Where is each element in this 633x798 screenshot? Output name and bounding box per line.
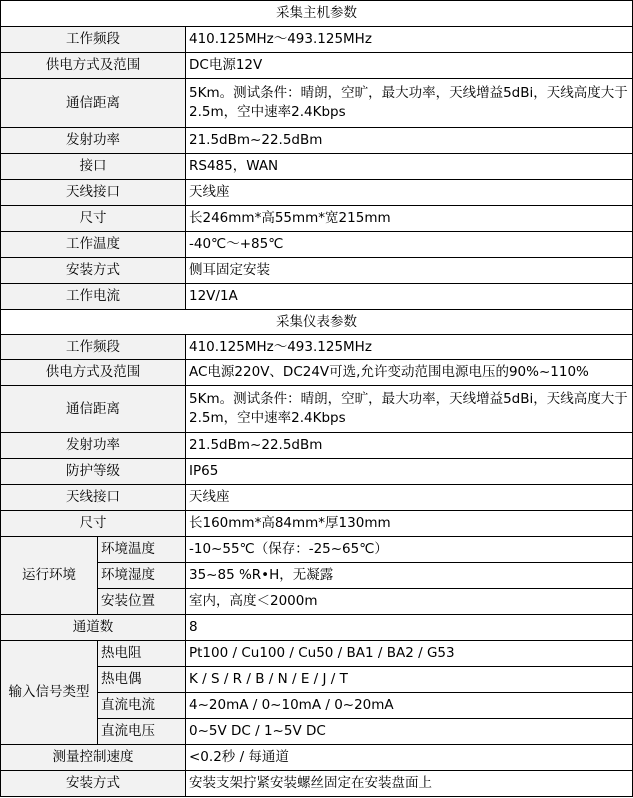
row-label: 接口 bbox=[1, 154, 186, 180]
row-value: 天线座 bbox=[186, 180, 633, 206]
environment-group-label: 运行环境 bbox=[1, 537, 98, 615]
row-value: DC电源12V bbox=[186, 53, 633, 79]
row-value: AC电源220V、DC24V可选,允许变动范围电源电压的90%~110% bbox=[186, 360, 633, 386]
table-row bbox=[1, 641, 633, 667]
row-value: 8 bbox=[186, 615, 633, 641]
row-value: 4~20mA / 0~10mA / 0~20mA bbox=[186, 693, 633, 719]
row-label: 发射功率 bbox=[1, 433, 186, 459]
table-row bbox=[1, 232, 633, 258]
table-row bbox=[1, 27, 633, 53]
row-value: 室内，高度＜2000m bbox=[186, 589, 633, 615]
table-row bbox=[1, 258, 633, 284]
row-value: K / S / R / B / N / E / J / T bbox=[186, 667, 633, 693]
row-value: <0.2秒 / 每通道 bbox=[186, 745, 633, 771]
table-row bbox=[1, 284, 633, 310]
row-value: Pt100 / Cu100 / Cu50 / BA1 / BA2 / G53 bbox=[186, 641, 633, 667]
row-value: 5Km。测试条件：晴朗，空旷，最大功率，天线增益5dBi，天线高度大于2.5m，空中速率2.4Kbps bbox=[186, 386, 633, 433]
row-value: RS485，WAN bbox=[186, 154, 633, 180]
row-value: 天线座 bbox=[186, 485, 633, 511]
table-row bbox=[1, 771, 633, 797]
table-row bbox=[1, 485, 633, 511]
row-value: 长246mm*高55mm*宽215mm bbox=[186, 206, 633, 232]
row-label: 工作频段 bbox=[1, 27, 186, 53]
table-row bbox=[1, 511, 633, 537]
row-label: 工作频段 bbox=[1, 335, 186, 360]
row-sublabel: 直流电流 bbox=[98, 693, 186, 719]
table-row bbox=[1, 53, 633, 79]
row-label: 测量控制速度 bbox=[1, 745, 186, 771]
table-row bbox=[1, 79, 633, 128]
row-value: 21.5dBm~22.5dBm bbox=[186, 433, 633, 459]
row-value: 侧耳固定安装 bbox=[186, 258, 633, 284]
table-row bbox=[1, 335, 633, 360]
row-label: 通道数 bbox=[1, 615, 186, 641]
row-label: 工作电流 bbox=[1, 284, 186, 310]
table-row bbox=[1, 615, 633, 641]
row-label: 供电方式及范围 bbox=[1, 53, 186, 79]
row-value: 12V/1A bbox=[186, 284, 633, 310]
row-label: 安装方式 bbox=[1, 258, 186, 284]
row-label: 尺寸 bbox=[1, 206, 186, 232]
table-row bbox=[1, 128, 633, 154]
host-section-title: 采集主机参数 bbox=[1, 1, 633, 27]
row-sublabel: 环境温度 bbox=[98, 537, 186, 563]
row-label: 工作温度 bbox=[1, 232, 186, 258]
row-value: -40℃～+85℃ bbox=[186, 232, 633, 258]
row-label: 安装方式 bbox=[1, 771, 186, 797]
input-signal-group-label: 输入信号类型 bbox=[1, 641, 98, 745]
row-label: 天线接口 bbox=[1, 485, 186, 511]
row-label: 通信距离 bbox=[1, 79, 186, 128]
table-row bbox=[1, 745, 633, 771]
row-label: 防护等级 bbox=[1, 459, 186, 485]
table-row bbox=[1, 360, 633, 386]
row-label: 天线接口 bbox=[1, 180, 186, 206]
row-label: 尺寸 bbox=[1, 511, 186, 537]
meter-section-title: 采集仪表参数 bbox=[1, 310, 633, 335]
row-value: IP65 bbox=[186, 459, 633, 485]
row-sublabel: 直流电压 bbox=[98, 719, 186, 745]
table-row bbox=[1, 386, 633, 433]
row-value: 长160mm*高84mm*厚130mm bbox=[186, 511, 633, 537]
row-sublabel: 安装位置 bbox=[98, 589, 186, 615]
table-row bbox=[1, 537, 633, 563]
row-label: 供电方式及范围 bbox=[1, 360, 186, 386]
row-value: 35~85 %R•H，无凝露 bbox=[186, 563, 633, 589]
row-value: 0~5V DC / 1~5V DC bbox=[186, 719, 633, 745]
row-value: 安装支架拧紧安装螺丝固定在安装盘面上 bbox=[186, 771, 633, 797]
row-sublabel: 热电阻 bbox=[98, 641, 186, 667]
row-sublabel: 热电偶 bbox=[98, 667, 186, 693]
row-value: -10~55℃（保存：-25~65℃） bbox=[186, 537, 633, 563]
table-row bbox=[1, 206, 633, 232]
table-row bbox=[1, 180, 633, 206]
row-value: 5Km。测试条件：晴朗，空旷，最大功率，天线增益5dBi，天线高度大于2.5m，空中速率2.4Kbps bbox=[186, 79, 633, 128]
row-label: 发射功率 bbox=[1, 128, 186, 154]
row-value: 410.125MHz～493.125MHz bbox=[186, 27, 633, 53]
row-label: 通信距离 bbox=[1, 386, 186, 433]
row-value: 21.5dBm~22.5dBm bbox=[186, 128, 633, 154]
table-row bbox=[1, 154, 633, 180]
row-sublabel: 环境湿度 bbox=[98, 563, 186, 589]
table-row bbox=[1, 459, 633, 485]
row-value: 410.125MHz～493.125MHz bbox=[186, 335, 633, 360]
table-row bbox=[1, 433, 633, 459]
